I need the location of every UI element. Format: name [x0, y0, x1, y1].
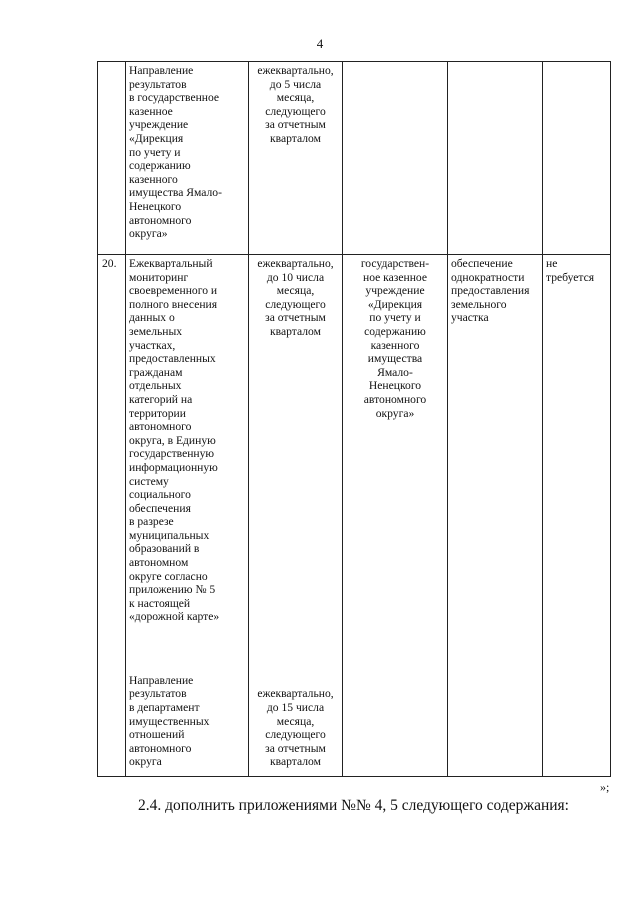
deadline-cell [249, 255, 343, 777]
responsible-cell: государствен- ное казенное учреждение «Дирекция по учету и содержанию казенного имущества Ямало- Ненецкого автономного округа» [343, 255, 448, 777]
amendment-paragraph: 2.4. дополнить приложениями №№ 4, 5 следующего содержания: [138, 797, 569, 814]
deadline-cell: ежеквартально, до 5 числа месяца, следующего за отчетным кварталом [249, 62, 343, 255]
page-number: 4 [316, 36, 324, 51]
result-cell: обеспечение однократности предоставления земельного участка [448, 255, 543, 777]
funding-cell [543, 62, 611, 255]
table-row [98, 62, 611, 255]
responsible-cell [343, 62, 448, 255]
action-cell: Направление результатов в государственное казенное учреждение «Дирекция по учету и содержанию казенного имущества Ямало- Ненецкого автономного округа» [126, 62, 249, 255]
action-text: Ежеквартальный мониторинг своевременного и полного внесения данных о земельных участках, предоставленных гражданам отдельных категорий на территории автономного округа, в Единую государственную информационную систему социального обеспечения в разрезе муниципальных образований в автономном округе согласно приложению № 5 к настоящей «дорожной карте» [129, 257, 220, 624]
table-row [98, 255, 611, 777]
row-number-cell [98, 62, 126, 255]
deadline-text: ежеквартально, до 10 числа месяца, следующего за отчетным кварталом [257, 257, 334, 338]
row-number-cell: 20. [98, 255, 126, 777]
closing-quote-mark: »; [600, 780, 610, 794]
action-followup-text: Направление результатов в департамент имущественных отношений автономного округа [129, 673, 210, 769]
roadmap-table [97, 61, 611, 777]
deadline-followup-text: ежеквартально, до 15 числа месяца, следующего за отчетным кварталом [257, 687, 334, 769]
action-cell [126, 255, 249, 777]
result-cell [448, 62, 543, 255]
funding-cell: не требуется [543, 255, 611, 777]
